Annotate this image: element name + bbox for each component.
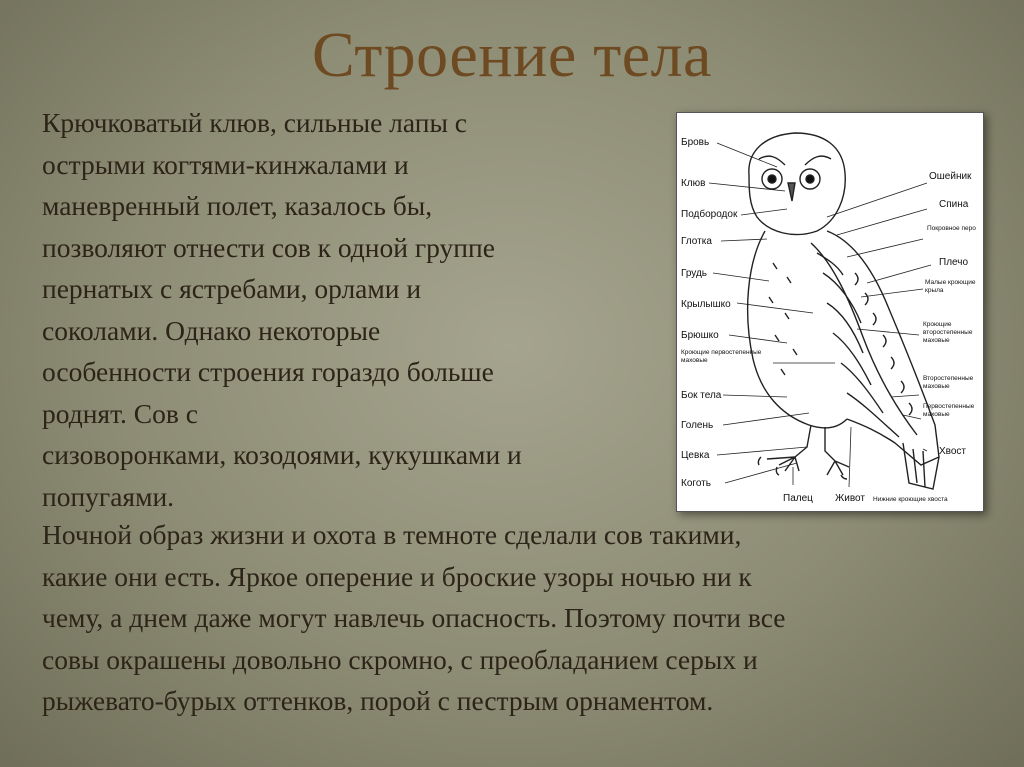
label-claw: Коготь: [681, 478, 711, 489]
label-secondaries: Второстепенные маховые: [923, 375, 974, 390]
label-collar: Ошейник: [929, 171, 972, 182]
label-alula: Крылышко: [681, 299, 731, 310]
label-small-coverts: Малые кроющие крыла: [925, 279, 976, 294]
label-undertail-coverts: Нижние кроющие хвоста: [873, 496, 948, 503]
intro-paragraph: Крючковатый клюв, сильные лапы с острыми когтями-кинжалами и маневренный полет, казалось бы, позволяют отнести сов к одной группе пернатых с ястребами, орлами и соколами. Однако некоторые особенности строения гораздо больше роднят. Сов с сизоворонками, козодоями, кукушками и попугаями.: [42, 107, 522, 512]
label-belly: Брюшко: [681, 330, 719, 341]
label-tarsus: Цевка: [681, 450, 710, 461]
label-chin: Подбородок: [681, 209, 738, 220]
label-flank: Бок тела: [681, 390, 722, 401]
lifestyle-paragraph: Ночной образ жизни и охота в темноте сделали сов такими, какие они есть. Яркое оперение и броские узоры ночью ни к чему, а днем даже могут навлечь опасность. Поэтому почти все совы окрашены довольно скромно, с преобладанием серых и рыжевато-бурых оттенков, порой с пестрым орнаментом.: [42, 519, 786, 716]
label-shoulder: Плечо: [939, 257, 969, 268]
slide-title: Строение тела: [312, 19, 712, 90]
owl-anatomy-diagram: [676, 112, 984, 512]
label-throat: Глотка: [681, 236, 712, 247]
label-back: Спина: [939, 199, 969, 210]
label-primaries: Первостепенные маховые: [923, 403, 975, 418]
label-primary-coverts: Кроющие первостепенные маховые: [681, 349, 762, 364]
label-shin: Голень: [681, 420, 714, 431]
label-covert-feather: Покровное перо: [927, 225, 976, 232]
label-tail: Хвост: [939, 446, 967, 457]
label-brow: Бровь: [681, 137, 710, 148]
owl-illustration: [748, 133, 939, 489]
label-secondary-coverts: Кроющие второстепенные маховые: [923, 321, 973, 344]
label-beak: Клюв: [681, 178, 706, 189]
label-abdomen: Живот: [835, 493, 865, 504]
label-breast: Грудь: [681, 268, 708, 279]
label-toe: Палец: [783, 493, 813, 504]
